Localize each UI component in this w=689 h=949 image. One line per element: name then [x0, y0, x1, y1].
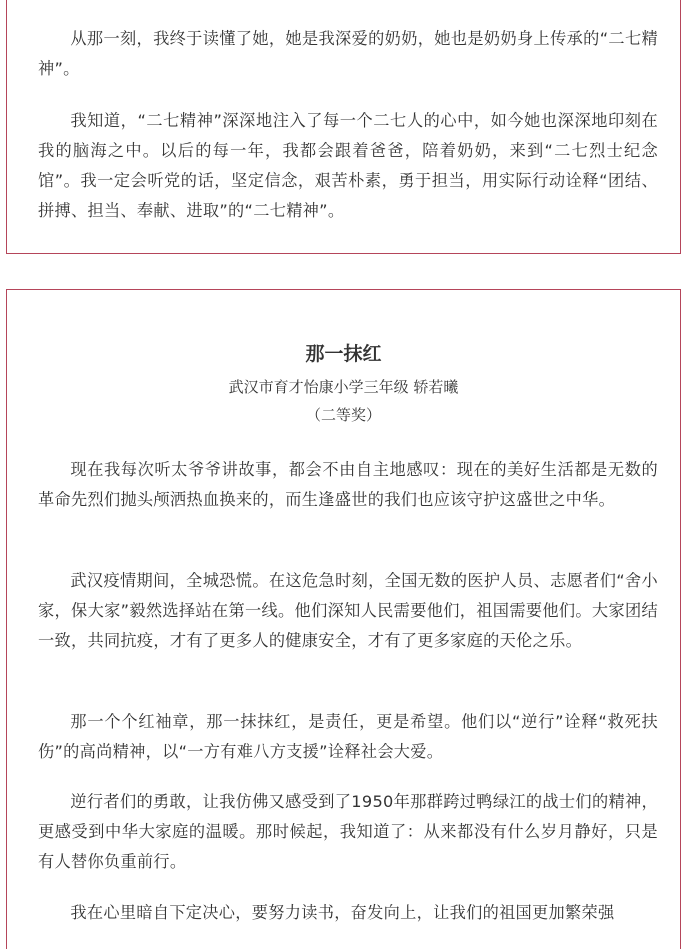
author-line: 武汉市育才怡康小学三年级 轿若曦 [228, 378, 459, 396]
paragraph: 那一个个红袖章，那一抹抹红，是责任，更是希望。他们以“逆行”诠释“救死扶伤”的高尚精神，以“一方有难八方支援”诠释社会大爱。 [38, 712, 658, 761]
award-line: （二等奖） [305, 406, 381, 424]
essay-card-bottom [6, 289, 681, 949]
paragraph: 逆行者们的勇敢，让我仿佛又感受到了1950年那群跨过鸭绿江的战士们的精神，更感受到中华大家庭的温暖。那时候起，我知道了：从来都没有什么岁月静好，只是有人替你负重前行。 [38, 792, 658, 871]
paragraph: 从那一刻，我终于读懂了她，她是我深爱的奶奶，她也是奶奶身上传承的“二七精神”。 [38, 29, 658, 78]
paragraph: 我知道，“二七精神”深深地注入了每一个二七人的心中，如今她也深深地印刻在我的脑海之中。以后的每一年，我都会跟着爸爸，陪着奶奶，来到“二七烈士纪念馆”。我一定会听党的话，坚定信念，艰苦朴素，勇于担当，用实际行动诠释“团结、拼搏、担当、奉献、进取”的“二七精神”。 [38, 111, 658, 220]
essay-title: 那一抹红 [305, 343, 382, 365]
paragraph: 武汉疫情期间，全城恐慌。在这危急时刻，全国无数的医护人员、志愿者们“舍小家，保大家”毅然选择站在第一线。他们深知人民需要他们，祖国需要他们。大家团结一致，共同抗疫，才有了更多人的健康安全，才有了更多家庭的天伦之乐。 [38, 571, 658, 650]
paragraph: 现在我每次听太爷爷讲故事，都会不由自主地感叹：现在的美好生活都是无数的革命先烈们抛头颅洒热血换来的，而生逢盛世的我们也应该守护这盛世之中华。 [38, 460, 658, 509]
paragraph: 我在心里暗自下定决心，要努力读书，奋发向上，让我们的祖国更加繁荣强 [70, 903, 615, 922]
essay-card-top [6, 0, 681, 254]
